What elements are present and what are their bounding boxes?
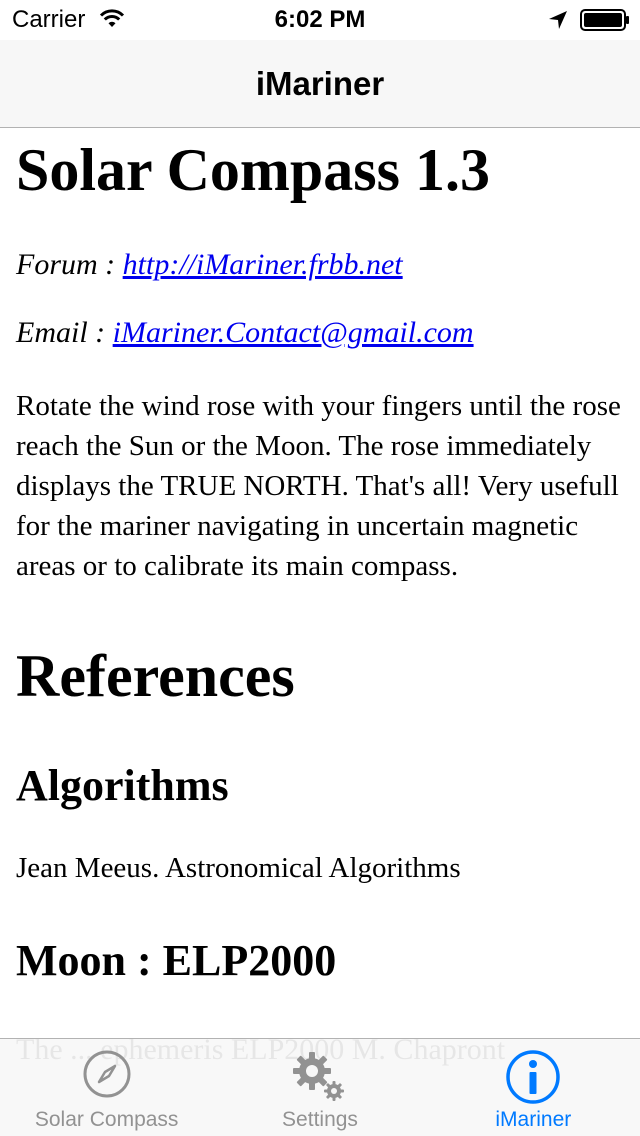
gear-icon bbox=[290, 1049, 350, 1110]
forum-link[interactable]: http://iMariner.frbb.net bbox=[122, 248, 403, 281]
email-label: Email : bbox=[16, 316, 113, 349]
references-heading: References bbox=[16, 643, 295, 709]
carrier-label: Carrier bbox=[12, 6, 86, 33]
tab-solar-compass[interactable] bbox=[0, 1039, 213, 1136]
email-line bbox=[16, 318, 624, 348]
location-arrow-icon bbox=[548, 9, 568, 37]
navigation-bar bbox=[0, 40, 640, 128]
tab-label: Settings bbox=[282, 1108, 358, 1131]
nav-title: iMariner bbox=[255, 65, 385, 102]
page-title: Solar Compass 1.3 bbox=[16, 137, 490, 203]
tab-settings[interactable] bbox=[213, 1039, 426, 1136]
clock: 6:02 PM bbox=[274, 6, 366, 33]
compass-icon bbox=[82, 1049, 132, 1104]
status-bar bbox=[0, 0, 640, 40]
tab-label: Solar Compass bbox=[34, 1108, 179, 1131]
forum-label: Forum : bbox=[16, 248, 123, 281]
about-content[interactable] bbox=[0, 128, 640, 1038]
tab-imariner[interactable] bbox=[427, 1039, 640, 1136]
tab-bar bbox=[0, 1038, 640, 1136]
moon-heading: Moon : ELP2000 bbox=[16, 936, 337, 985]
email-link[interactable]: iMariner.Contact@gmail.com bbox=[112, 316, 474, 349]
info-icon bbox=[505, 1049, 561, 1110]
tab-label: iMariner bbox=[495, 1108, 572, 1131]
description-text: Rotate the wind rose with your fingers until the rose reach the Sun or the Moon. The rose immediately displays the TRUE NORTH. That's all! Very usefull for the mariner navigating in uncertain magnetic areas or to calibrate its main compass. bbox=[16, 390, 621, 582]
algorithms-text: Jean Meeus. Astronomical Algorithms bbox=[16, 852, 461, 884]
battery-icon bbox=[580, 9, 630, 38]
algorithms-heading: Algorithms bbox=[16, 761, 229, 810]
forum-line bbox=[16, 250, 624, 280]
